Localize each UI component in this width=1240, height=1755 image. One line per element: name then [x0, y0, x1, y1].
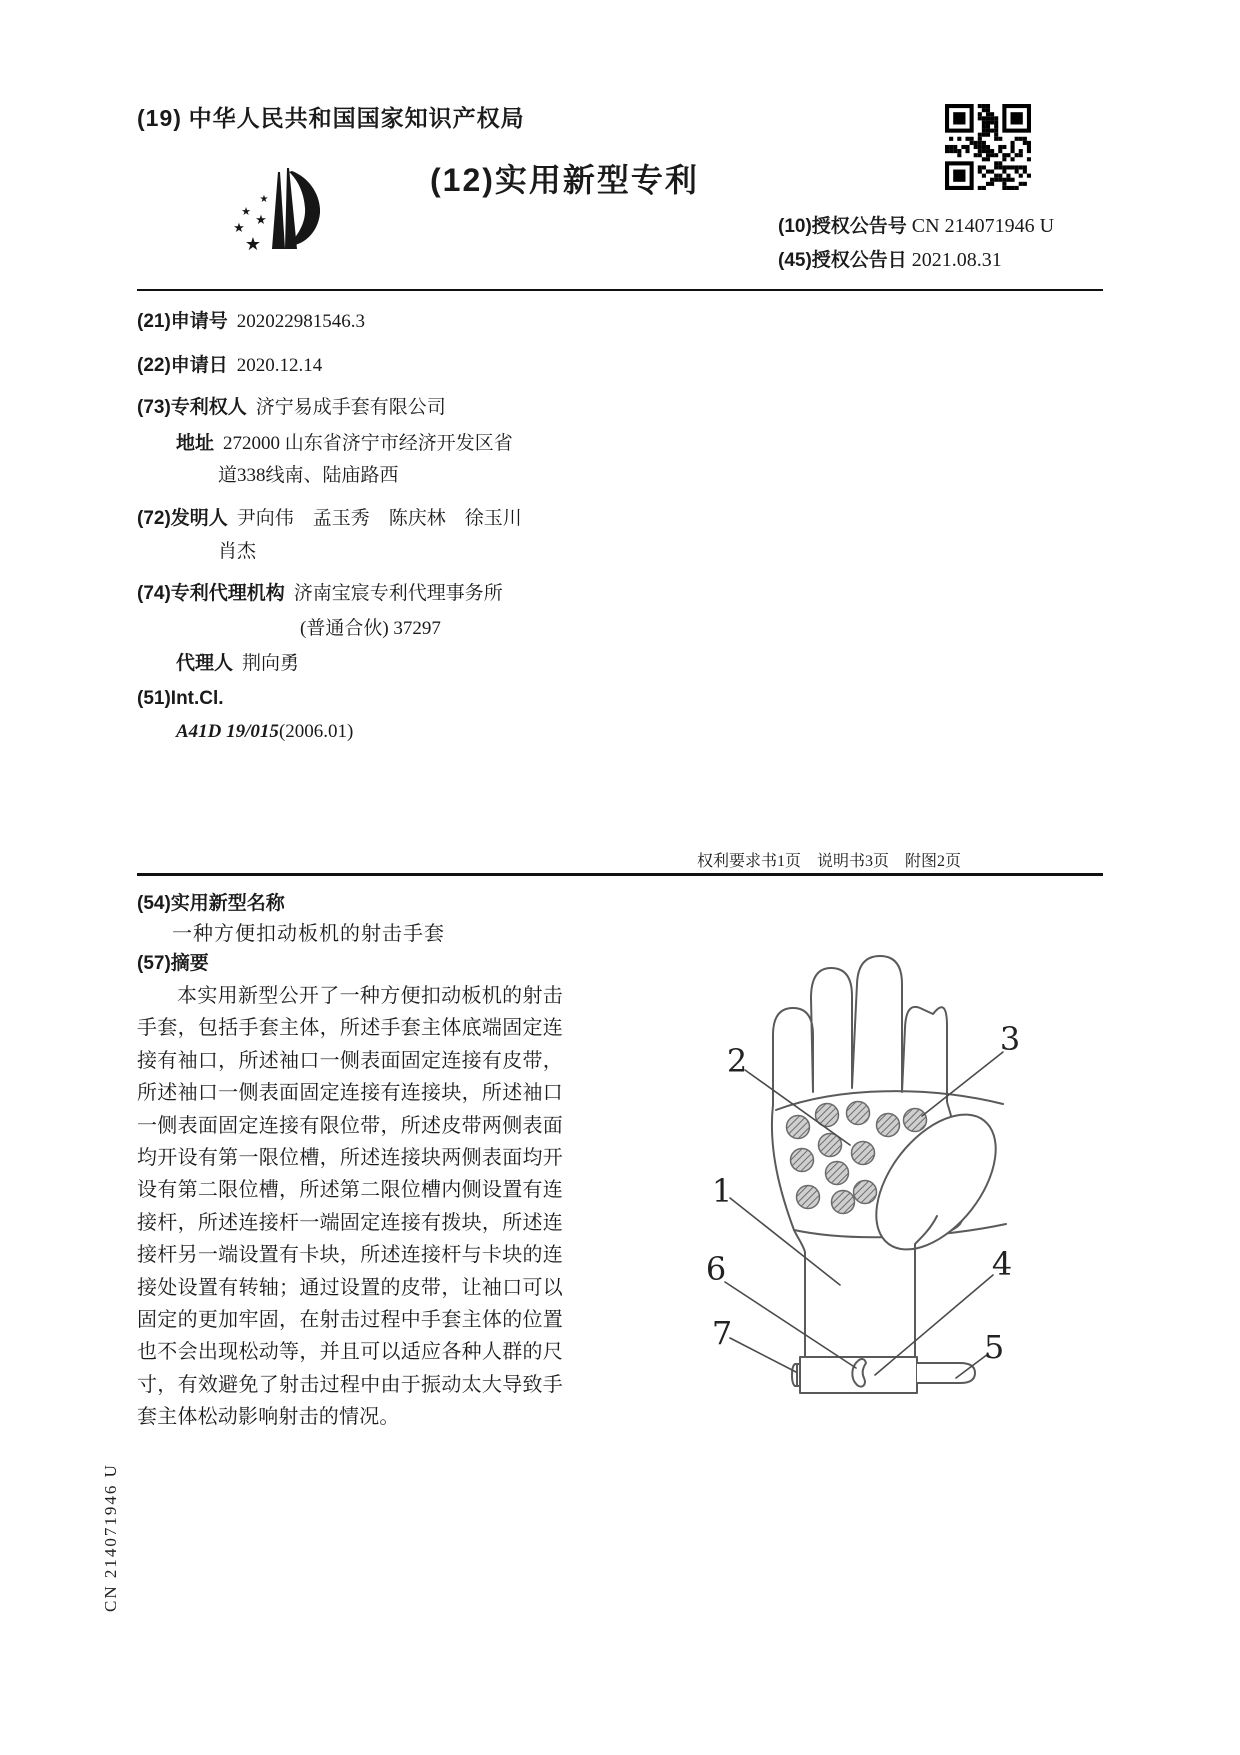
cuff-rect	[800, 1357, 917, 1393]
address-value-1: 272000 山东省济宁市经济开发区省	[223, 433, 513, 454]
figure-glove-drawing	[600, 940, 1120, 1410]
app-no-value: 202022981546.3	[236, 311, 366, 332]
logo-spike-left	[272, 172, 285, 249]
address-value-2: 道338线南、陆庙路西	[218, 465, 399, 486]
logo-star-icon: ★	[244, 234, 262, 255]
inventors-line-1	[137, 503, 522, 530]
agent-line	[176, 648, 299, 675]
inventors-line-2	[218, 536, 256, 563]
name-label-text: (54)实用新型名称	[137, 893, 285, 914]
fig-label-6: 6	[705, 1250, 727, 1288]
intcl-version-value: (2006.01)	[278, 721, 354, 742]
logo-spike-right	[285, 168, 297, 249]
fig-label-7: 7	[711, 1314, 733, 1352]
agency-line	[137, 578, 503, 605]
sidebar-publication-code: CN 214071946 U	[101, 1463, 120, 1612]
qr-code	[945, 104, 1031, 190]
abstract-text: 本实用新型公开了一种方便扣动板机的射击手套，包括手套主体，所述手套主体底端固定连接有袖口，所述袖口一侧表面固定连接有皮带，所述袖口一侧表面固定连接有连接块，所述袖口一侧表面固定连接有限位带，所述皮带两侧表面均开设有第一限位槽，所述连接块两侧表面均开设有第二限位槽，所述第二限位槽内侧设置有连接杆，所述连接杆一端固定连接有拨块，所述连接杆另一端设置有卡块，所述连接杆与卡块的连接处设置有转轴；通过设置的皮带，让袖口可以固定的更加牢固，在射击过程中手套主体的位置也不会出现松动等，并且可以适应各种人群的尺寸，有效避免了射击过程中由于振动太大导致手套主体松动影响射击的情况。	[137, 985, 563, 1429]
patentee-label: (73)专利权人	[137, 397, 247, 418]
app-no-label: (21)申请号	[137, 311, 228, 332]
intcl-label: (51)Int.Cl.	[137, 688, 224, 709]
horizontal-rule-top	[137, 289, 1103, 291]
name-section-label	[137, 888, 285, 915]
pub-no-line	[778, 211, 1054, 238]
fig-label-4: 4	[991, 1245, 1013, 1283]
app-date-value: 2020.12.14	[236, 355, 323, 376]
intcl-line	[137, 688, 233, 710]
address-label: 地址	[176, 433, 215, 454]
fig-label-3: 3	[999, 1020, 1021, 1058]
fig-label-5: 5	[983, 1328, 1005, 1366]
inventors-label: (72)发明人	[137, 508, 228, 529]
agency-label: (74)专利代理机构	[137, 583, 285, 604]
office-line	[137, 100, 525, 133]
logo-star-icon: ★	[259, 194, 269, 205]
application-date-line	[137, 350, 322, 377]
fig-label-2: 2	[726, 1042, 748, 1080]
patentee-value: 济宁易成手套有限公司	[255, 397, 446, 418]
pub-date-value: 2021.08.31	[911, 249, 1002, 271]
office-name: 中华人民共和国国家知识产权局	[188, 105, 525, 131]
intcl-class-line	[176, 721, 353, 743]
pub-date-line	[778, 245, 1002, 272]
logo-star-icon: ★	[241, 205, 251, 218]
doc-type-title: (12)实用新型专利	[430, 162, 699, 198]
pages-count-line: 权利要求书1页 说明书3页 附图2页	[697, 853, 962, 870]
address-line-1	[176, 428, 513, 455]
abstract-section-label	[137, 948, 209, 975]
intcl-class-value: A41D 19/015	[176, 721, 279, 742]
app-date-label: (22)申请日	[137, 355, 228, 376]
logo-star-icon: ★	[233, 221, 245, 236]
cnipa-logo-icon	[200, 163, 320, 260]
inventors-value-2: 肖杰	[218, 541, 257, 562]
agent-value: 荆向勇	[242, 653, 300, 674]
agency-value-2: (普通合伙) 37297	[300, 618, 441, 639]
abstract-label-text: (57)摘要	[137, 953, 209, 974]
pub-no-value: CN 214071946 U	[911, 215, 1055, 237]
invention-title: 一种方便扣动板机的射击手套	[172, 923, 445, 945]
application-number-line	[137, 306, 365, 333]
agency-line-2	[300, 613, 441, 640]
cuff-clip	[792, 1364, 800, 1386]
pub-no-label: (10)授权公告号	[778, 216, 907, 237]
pub-date-label: (45)授权公告日	[778, 250, 907, 271]
patentee-line	[137, 392, 446, 419]
horizontal-rule-middle	[137, 873, 1103, 876]
agent-label: 代理人	[176, 653, 234, 674]
logo-star-icon: ★	[255, 213, 267, 228]
inventors-value-1: 尹向伟 孟玉秀 陈庆林 徐玉川	[236, 508, 522, 529]
cuff-strap	[917, 1363, 975, 1383]
fig-label-1: 1	[711, 1172, 733, 1210]
address-line-2	[218, 460, 399, 487]
office-num: (19)	[137, 105, 182, 131]
agency-value: 济南宝宸专利代理事务所	[293, 583, 503, 604]
